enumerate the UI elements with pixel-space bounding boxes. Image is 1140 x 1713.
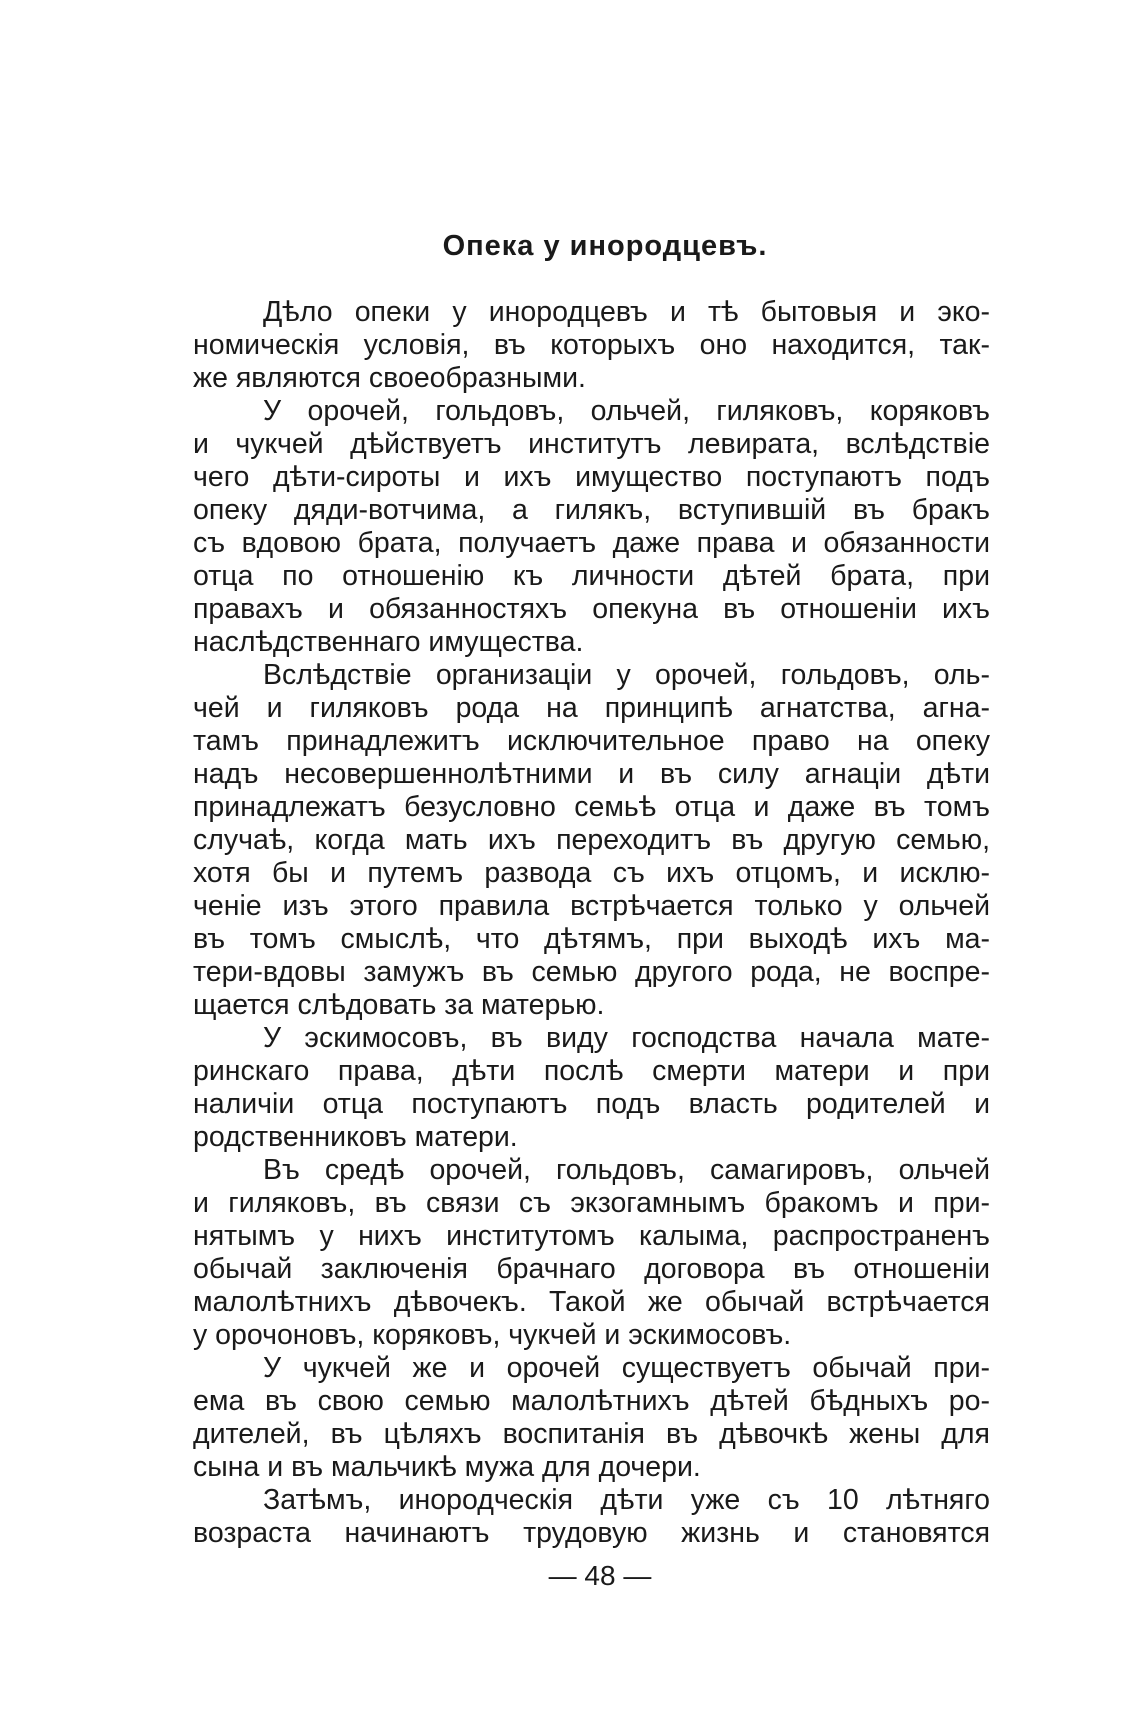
body-text (193, 296, 990, 1550)
text-line: съ вдовою брата, получаетъ даже права и обязанности (193, 527, 990, 559)
text-line: тери-вдовы замужъ въ семью другого рода, не воспре- (193, 956, 990, 988)
text-line: Дѣло опеки у инородцевъ и тѣ бытовыя и эко- (263, 296, 990, 328)
text-line: родственниковъ матери. (193, 1121, 518, 1153)
text-line: наличіи отца поступаютъ подъ власть родителей и (193, 1088, 990, 1120)
text-line: Затѣмъ, инородческія дѣти уже съ 10 лѣтняго (263, 1484, 990, 1516)
text-line: возраста начинаютъ трудовую жизнь и становятся (193, 1517, 990, 1549)
text-line: тамъ принадлежитъ исключительное право на опеку (193, 725, 990, 757)
text-line: чего дѣти-сироты и ихъ имущество поступаютъ подъ (193, 461, 990, 493)
text-line: чей и гиляковъ рода на принципѣ агнатства, агна- (193, 692, 990, 724)
text-line: принадлежатъ безусловно семьѣ отца и даже въ томъ (193, 791, 990, 823)
text-line: нятымъ у нихъ институтомъ калыма, распространенъ (193, 1220, 990, 1252)
text-line: наслѣдственнаго имущества. (193, 626, 584, 658)
section-heading: Опека у инородцевъ. (442, 230, 768, 262)
text-line: въ томъ смыслѣ, что дѣтямъ, при выходѣ ихъ ма- (193, 923, 990, 955)
text-line: малолѣтнихъ дѣвочекъ. Такой же обычай встрѣчается (193, 1286, 990, 1318)
text-line: отца по отношенію къ личности дѣтей брата, при (193, 560, 990, 592)
text-line: щается слѣдовать за матерью. (193, 989, 605, 1021)
text-line: сына и въ мальчикѣ мужа для дочери. (193, 1451, 701, 1483)
text-line: У эскимосовъ, въ виду господства начала мате- (263, 1022, 990, 1054)
text-line: случаѣ, когда мать ихъ переходитъ въ другую семью, (193, 824, 990, 856)
text-line: и чукчей дѣйствуетъ институтъ левирата, вслѣдствіе (193, 428, 990, 460)
text-line: ченіе изъ этого правила встрѣчается только у ольчей (193, 890, 990, 922)
text-line: ринскаго права, дѣти послѣ смерти матери и при (193, 1055, 990, 1087)
text-line: опеку дяди-вотчима, а гилякъ, вступившій въ бракъ (193, 494, 990, 526)
text-line: У чукчей же и орочей существуетъ обычай при- (263, 1352, 990, 1384)
text-line: у орочоновъ, коряковъ, чукчей и эскимосовъ. (193, 1319, 792, 1351)
text-line: и гиляковъ, въ связи съ экзогамнымъ бракомъ и при- (193, 1187, 990, 1219)
text-line: надъ несовершеннолѣтними и въ силу агнаціи дѣти (193, 758, 990, 790)
text-line: правахъ и обязанностяхъ опекуна въ отношеніи ихъ (193, 593, 990, 625)
text-line: Вслѣдствіе организаціи у орочей, гольдовъ, оль- (263, 659, 990, 691)
text-line: дителей, въ цѣляхъ воспитанія въ дѣвочкѣ жены для (193, 1418, 990, 1450)
text-line: ема въ свою семью малолѣтнихъ дѣтей бѣдныхъ ро- (193, 1385, 990, 1417)
page-number: — 48 — (548, 1560, 652, 1591)
text-line: У орочей, гольдовъ, ольчей, гиляковъ, коряковъ (263, 395, 990, 427)
text-line: хотя бы и путемъ развода съ ихъ отцомъ, и исклю- (193, 857, 990, 889)
text-line: же являются своеобразными. (193, 362, 586, 394)
text-line: Въ средѣ орочей, гольдовъ, самагировъ, ольчей (263, 1154, 990, 1186)
text-line: номическія условія, въ которыхъ оно находится, так- (193, 329, 990, 361)
text-line: обычай заключенія брачнаго договора въ отношеніи (193, 1253, 990, 1285)
